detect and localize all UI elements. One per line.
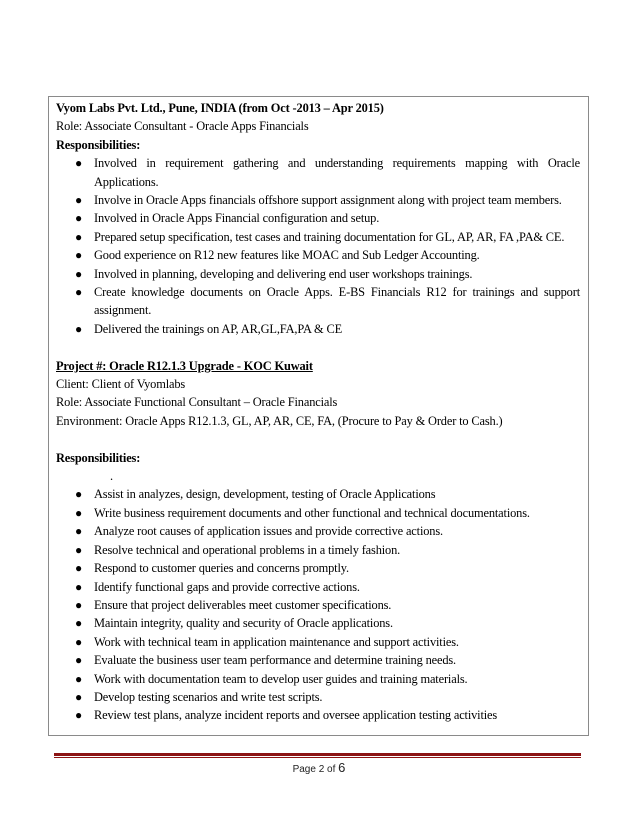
bullet-icon: ● (75, 266, 83, 281)
bullet-icon: ● (75, 487, 83, 502)
bullet-icon: ● (75, 321, 83, 336)
list-item-text: Involved in requirement gathering and understanding requirements mapping with Oracle Applications. (94, 156, 580, 189)
bullet-icon: ● (75, 561, 83, 576)
list-item (56, 320, 580, 338)
list-item (56, 283, 580, 320)
footer-rule-thin (54, 757, 581, 758)
list-item (56, 596, 580, 614)
bullet-icon: ● (75, 579, 83, 594)
list-item-text: Maintain integrity, quality and security of Oracle applications. (94, 616, 393, 631)
responsibilities-label-1: Responsibilities: (56, 137, 141, 152)
bullet-icon: ● (75, 653, 83, 668)
bullet-icon: ● (75, 211, 83, 226)
bullet-icon: ● (75, 671, 83, 686)
responsibilities-list-2 (56, 485, 580, 724)
page-number-prefix: Page 2 of (292, 764, 336, 775)
content-box (48, 96, 589, 736)
list-item (56, 670, 580, 688)
bullet-icon: ● (75, 229, 83, 244)
list-item-text: Identify functional gaps and provide corrective actions. (94, 579, 360, 594)
list-item (56, 633, 580, 651)
bullet-icon: ● (75, 597, 83, 612)
list-item-text: Create knowledge documents on Oracle Apps. E-BS Financials R12 for trainings and support assignment. (94, 285, 580, 318)
bullet-icon: ● (75, 634, 83, 649)
list-item-text: Review test plans, analyze incident reports and oversee application testing activities (94, 708, 498, 723)
page-number-total: 6 (338, 760, 346, 775)
list-item-text: Write business requirement documents and other functional and technical documentations. (94, 505, 530, 520)
bullet-icon: ● (75, 248, 83, 263)
list-item-text: Assist in analyzes, design, development, testing of Oracle Applications (94, 487, 436, 502)
list-item-text: Prepared setup specification, test cases and training documentation for GL, AP, AR, FA ,PA& CE. (94, 229, 565, 244)
list-item (56, 485, 580, 503)
list-item-text: Ensure that project deliverables meet customer specifications. (94, 597, 392, 612)
list-item (56, 614, 580, 632)
list-item-text: Involved in Oracle Apps Financial configuration and setup. (94, 211, 380, 226)
list-item-text: Develop testing scenarios and write test scripts. (94, 689, 323, 704)
bullet-icon: ● (75, 708, 83, 723)
bullet-icon: ● (75, 689, 83, 704)
list-item (56, 522, 580, 540)
bullet-icon: ● (75, 156, 83, 171)
bullet-icon: ● (75, 524, 83, 539)
stray-dot: . (110, 469, 113, 484)
project-heading: Project #: Oracle R12.1.3 Upgrade - KOC Kuwait (56, 358, 313, 373)
bullet-icon: ● (75, 542, 83, 557)
list-item-text: Involve in Oracle Apps financials offshore support assignment along with project team members. (94, 193, 562, 208)
list-item-text: Work with documentation team to develop user guides and training materials. (94, 671, 468, 686)
list-item (56, 706, 580, 724)
list-item (56, 191, 580, 209)
responsibilities-list-1 (56, 154, 580, 338)
footer-rule-thick (54, 753, 581, 756)
bullet-icon: ● (75, 505, 83, 520)
list-item (56, 246, 580, 264)
list-item (56, 265, 580, 283)
project-client: Client: Client of Vyomlabs (56, 377, 186, 392)
list-item (56, 578, 580, 596)
list-item-text: Work with technical team in application maintenance and support activities. (94, 634, 459, 649)
page-number (0, 760, 638, 775)
responsibilities-label-2: Responsibilities: (56, 450, 141, 465)
list-item (56, 559, 580, 577)
list-item (56, 651, 580, 669)
list-item (56, 688, 580, 706)
list-item-text: Good experience on R12 new features like MOAC and Sub Ledger Accounting. (94, 248, 480, 263)
project-role: Role: Associate Functional Consultant – Oracle Financials (56, 395, 338, 410)
list-item (56, 228, 580, 246)
employer-heading: Vyom Labs Pvt. Ltd., Pune, INDIA (from Oct -2013 – Apr 2015) (56, 101, 384, 115)
employer-role: Role: Associate Consultant - Oracle Apps Financials (56, 119, 309, 134)
spacer (56, 430, 580, 448)
bullet-icon: ● (75, 616, 83, 631)
list-item (56, 209, 580, 227)
spacer (56, 338, 580, 356)
list-item (56, 541, 580, 559)
list-item (56, 154, 580, 191)
list-item-text: Involved in planning, developing and delivering end user workshops trainings. (94, 266, 473, 281)
list-item-text: Evaluate the business user team performance and determine training needs. (94, 653, 457, 668)
project-environment: Environment: Oracle Apps R12.1.3, GL, AP, AR, CE, FA, (Procure to Pay & Order to Cash.) (56, 413, 503, 428)
bullet-icon: ● (75, 193, 83, 208)
list-item-text: Respond to customer queries and concerns promptly. (94, 561, 349, 576)
list-item (56, 504, 580, 522)
list-item-text: Delivered the trainings on AP, AR,GL,FA,PA & CE (94, 321, 342, 336)
bullet-icon: ● (75, 285, 83, 300)
list-item-text: Analyze root causes of application issues and provide corrective actions. (94, 524, 443, 539)
list-item-text: Resolve technical and operational problems in a timely fashion. (94, 542, 401, 557)
